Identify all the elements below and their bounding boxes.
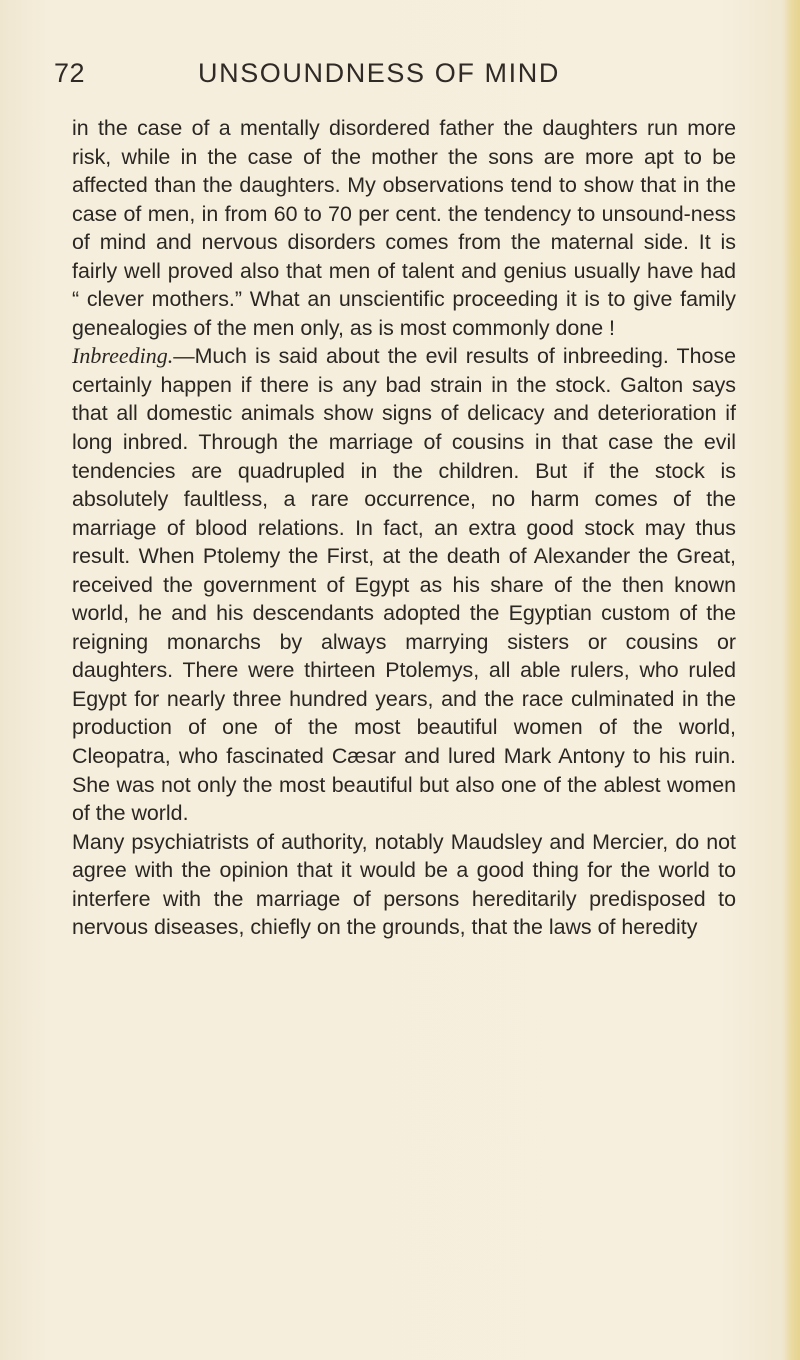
running-head: UNSOUNDNESS OF MIND — [198, 58, 560, 88]
paragraph-text: —Much is said about the evil results of inbreeding. Those certainly happen if there is any bad strain in the stock. Galton says that all domestic animals show signs of delicacy and deterioration if long inbred. Through the marriage of cousins in that case the evil tendencies are quadrupled in the children. But if the stock is absolutely faultless, a rare occurrence, no harm comes of the marriage of blood relations. In fact, an extra good stock may thus result. When Ptolemy the First, at the death of Alexander the Great, received the government of Egypt as his share of the then known world, he and his descendants adopted the Egyptian custom of the reigning monarchs by always marrying sisters or cousins or daughters. There were thirteen Ptolemys, all able rulers, who ruled Egypt for nearly three hundred years, and the race culminated in the production of one of the most beautiful women of the world, Cleopatra, who fascinated Cæsar and lured Mark Antony to his ruin. She was not only the most beautiful but also one of the ablest women of the world. — [72, 344, 736, 826]
page-number: 72 — [54, 58, 86, 88]
section-heading: Inbreeding. — [72, 343, 174, 369]
page-header — [0, 58, 800, 98]
page-edge — [782, 0, 800, 1360]
paragraph: Many psychiatrists of authority, notably Maudsley and Mercier, do not agree with the opinion that it would be a good thing for the world to interfere with the marriage of persons hereditarily predisposed to nervous diseases, chiefly on the grounds, that the laws of heredity — [72, 829, 736, 940]
body-text — [72, 114, 736, 942]
paragraph — [72, 342, 736, 827]
paragraph: in the case of a mentally disordered father the daughters run more risk, while in the case of the mother the sons are more apt to be affected than the daughters. My observations tend to show that in the case of men, in from 60 to 70 per cent. the tendency to unsound-ness of mind and nervous disorders comes from the maternal side. It is fairly well proved also that men of talent and genius usually have had “ clever mothers.” What an unscientific proceeding it is to give family genealogies of the men only, as is most commonly done ! — [72, 116, 736, 340]
